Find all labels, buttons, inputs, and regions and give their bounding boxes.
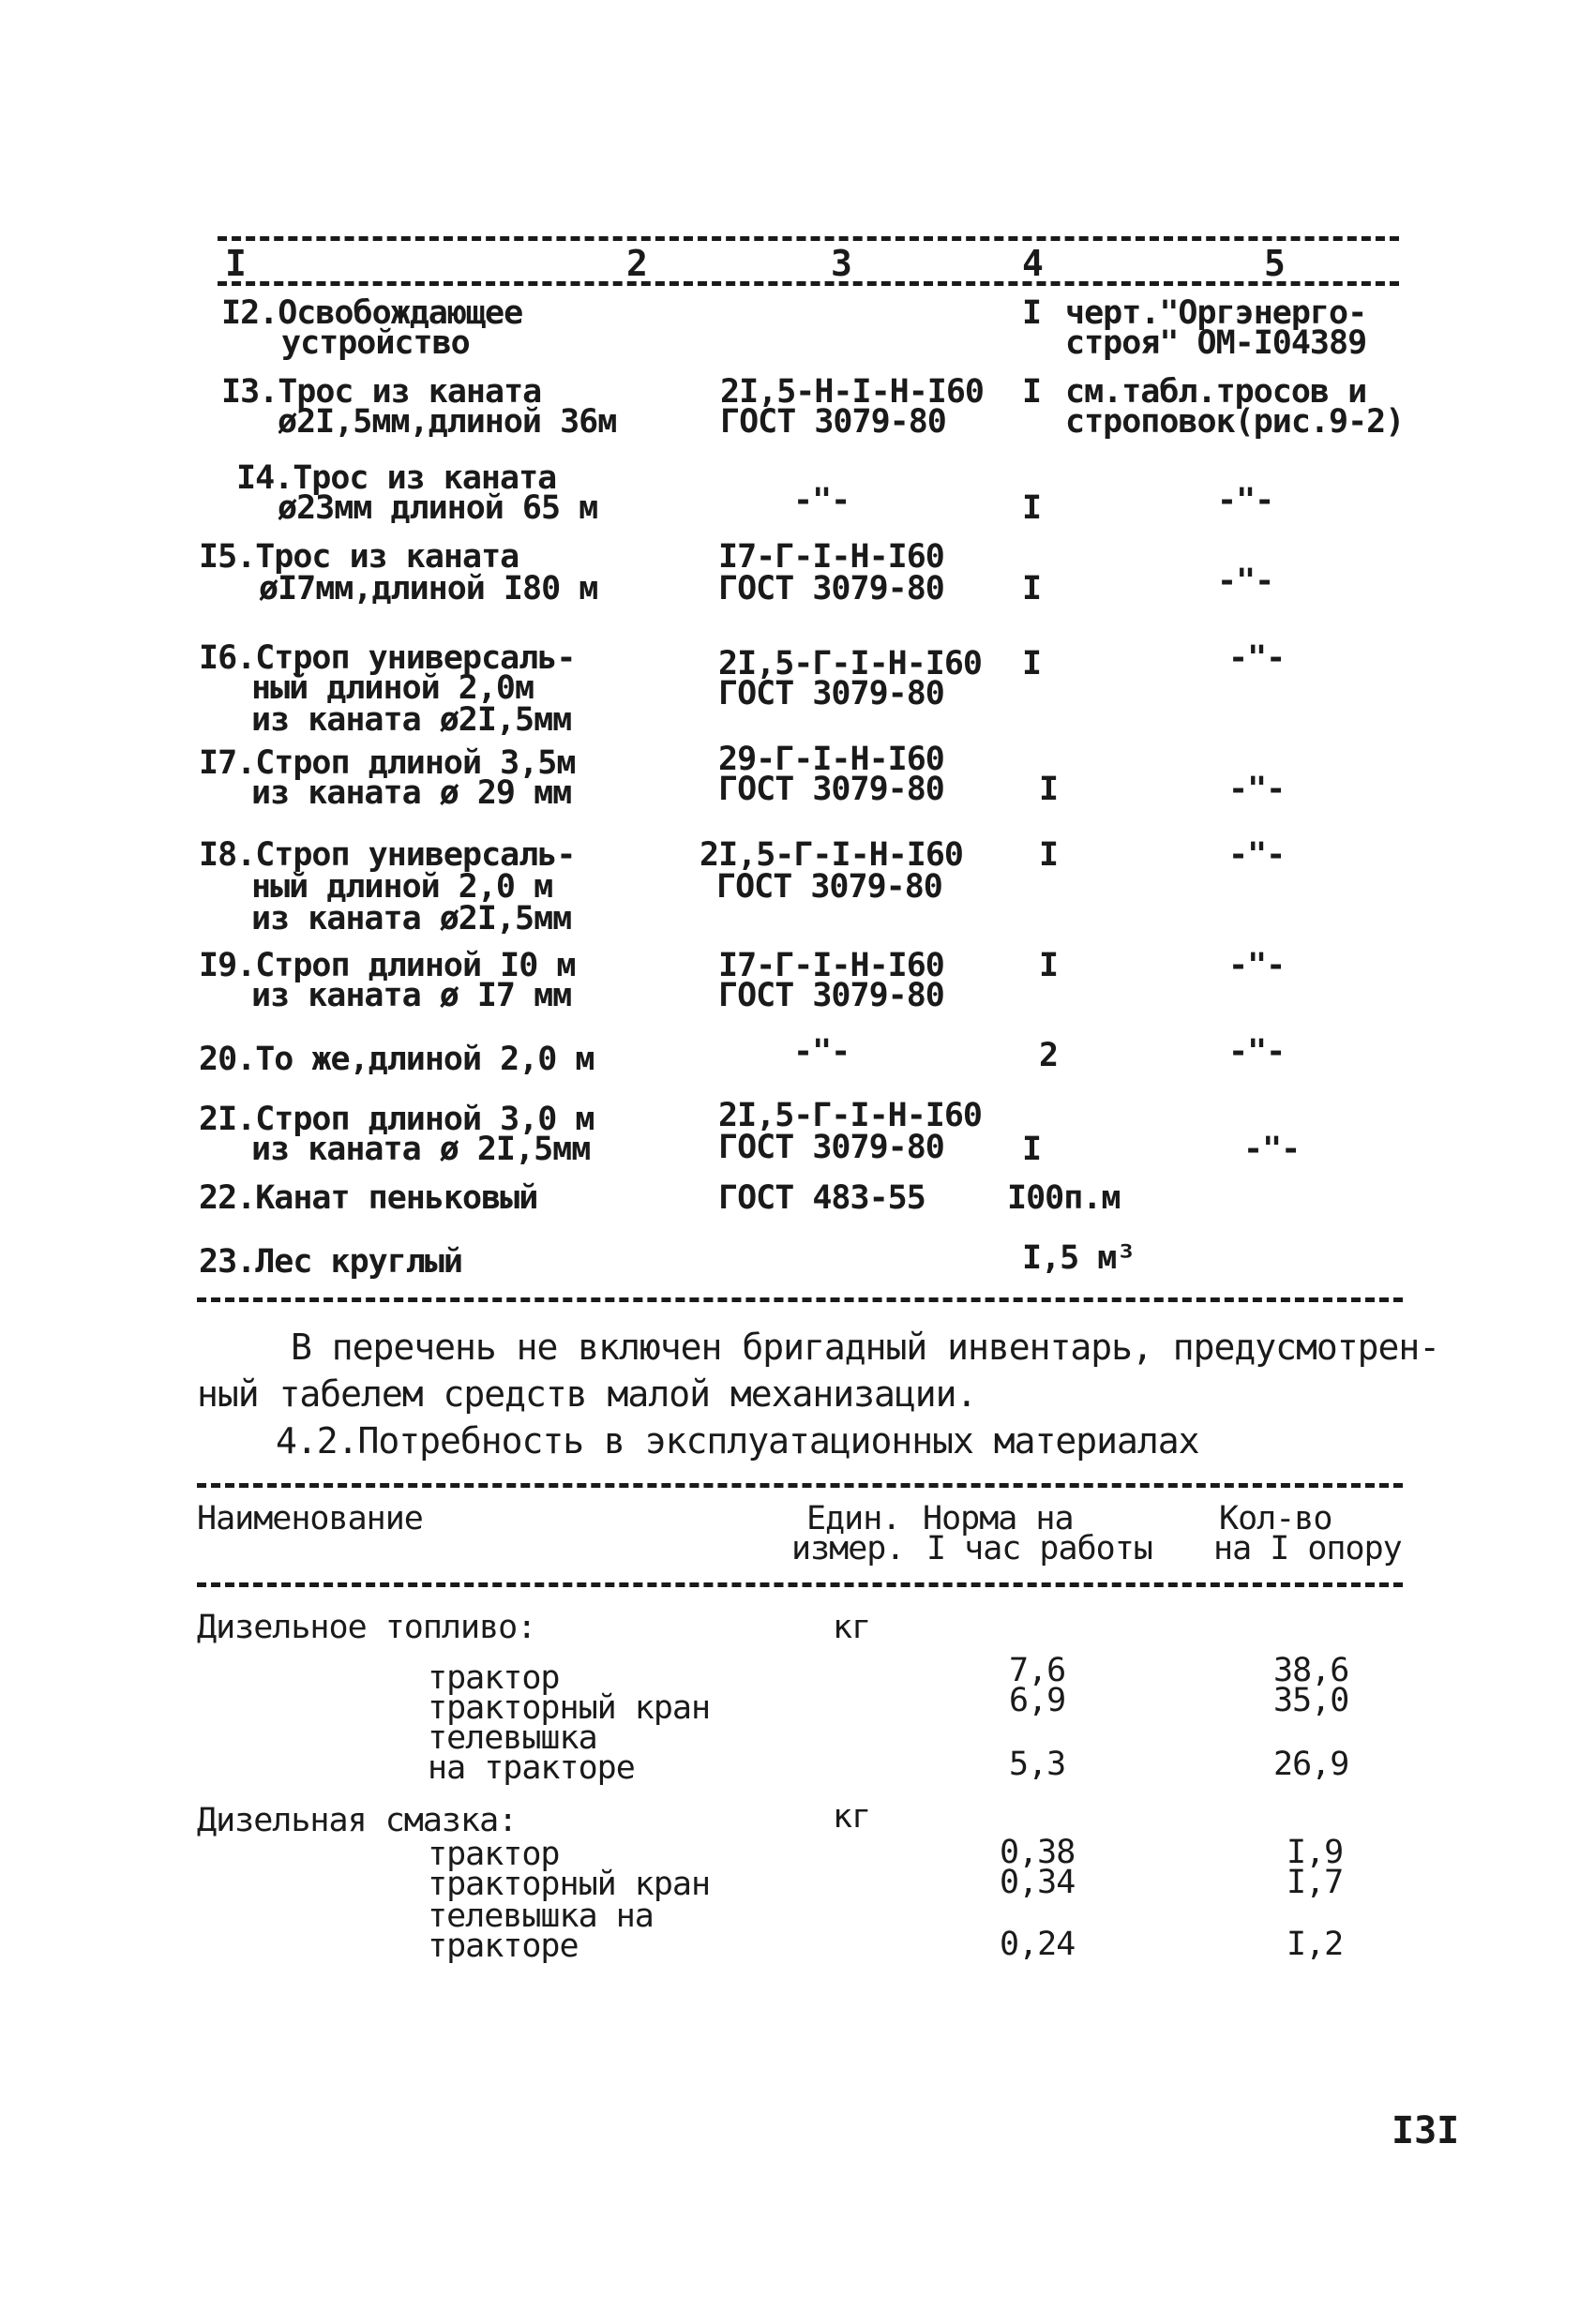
t2-group2-title: Дизельная смазка: [197, 1802, 518, 1839]
row23-name: 23.Лес круглый [199, 1243, 463, 1281]
row16-name-line1: I6.Строп универсаль- [199, 639, 576, 677]
t2-g1-item1-name: трактор [428, 1659, 560, 1697]
row17-name-line2: из каната ø 29 мм [251, 774, 572, 812]
t2-header-total-line2: на I опору [1213, 1530, 1402, 1567]
row22-qty: I00п.м [1007, 1179, 1121, 1217]
row15-name-line1: I5.Трос из каната [199, 538, 519, 576]
col-header-5: 5 [1264, 243, 1286, 284]
row17-qty: I [1039, 771, 1059, 808]
row15-ref: -"- [1217, 562, 1274, 600]
row19-qty: I [1039, 947, 1059, 984]
section-title: 4.2.Потребность в эксплуатационных материалах [276, 1420, 1199, 1462]
row22-name: 22.Канат пеньковый [199, 1179, 538, 1217]
row17-name-line1: I7.Строп длиной 3,5м [199, 744, 576, 782]
page-number: I3I [1392, 2109, 1460, 2152]
row14-name-line2: ø23мм длиной 65 м [278, 489, 598, 527]
t2-g2-item3-total: I,2 [1287, 1926, 1344, 1963]
row18-qty: I [1039, 836, 1059, 874]
row15-name-line2: øI7мм,длиной I80 м [259, 570, 598, 607]
row16-spec-line1: 2I,5-Г-I-Н-I60 [718, 645, 983, 682]
row14-qty: I [1022, 489, 1042, 527]
row19-spec-line2: ГОСТ 3079-80 [718, 977, 944, 1014]
row13-spec-line2: ГОСТ 3079-80 [720, 403, 946, 441]
row21-name-line1: 2I.Строп длиной 3,0 м [199, 1101, 594, 1138]
t2-g1-item3-total: 26,9 [1273, 1746, 1349, 1783]
row20-spec: -"- [793, 1033, 850, 1071]
table1-bottom-rule [197, 1297, 1403, 1302]
row13-qty: I [1022, 373, 1042, 411]
t2-group1-unit: кг [833, 1609, 871, 1646]
t2-header-unit-line1: Един. [806, 1500, 901, 1537]
row15-spec-line1: I7-Г-I-Н-I60 [718, 538, 944, 576]
t2-g2-item3-norm: 0,24 [1000, 1926, 1076, 1963]
row13-ref-line1: см.табл.тросов и [1065, 373, 1367, 411]
t2-g2-item2-name: тракторный кран [428, 1866, 711, 1903]
t2-g2-item2-norm: 0,34 [1000, 1864, 1076, 1901]
row14-spec: -"- [793, 482, 850, 519]
row16-spec-line2: ГОСТ 3079-80 [718, 675, 944, 712]
row20-name: 20.То же,длиной 2,0 м [199, 1041, 594, 1078]
col-header-3: 3 [831, 243, 852, 284]
row19-spec-line1: I7-Г-I-Н-I60 [718, 947, 944, 984]
col-header-underline [218, 281, 1399, 286]
row20-qty: 2 [1039, 1037, 1059, 1074]
t2-g1-item1-norm: 7,6 [1009, 1652, 1066, 1689]
t2-g1-item1-total: 38,6 [1273, 1652, 1349, 1689]
row18-ref: -"- [1228, 836, 1286, 874]
row20-ref: -"- [1228, 1033, 1286, 1071]
row13-spec-line1: 2I,5-Н-I-Н-I60 [720, 373, 985, 411]
row12-qty: I [1022, 294, 1042, 332]
note-line1: В перечень не включен бригадный инвентарь, предусмотрен- [291, 1327, 1440, 1368]
row13-name-line1: I3.Трос из каната [221, 373, 542, 411]
col-header-2: 2 [626, 243, 648, 284]
t2-header-name: Наименование [197, 1500, 423, 1537]
table1-top-rule [218, 236, 1399, 241]
t2-g1-item2-name: тракторный кран [428, 1689, 711, 1727]
t2-g2-item1-total: I,9 [1287, 1834, 1344, 1871]
row21-ref: -"- [1243, 1131, 1301, 1168]
row16-ref: -"- [1228, 639, 1286, 677]
row13-ref-line2: строповок(рис.9-2) [1065, 403, 1405, 441]
row15-spec-line2: ГОСТ 3079-80 [718, 570, 944, 607]
row12-name-line1: I2.Освобождающее [221, 294, 523, 332]
t2-header-unit-line2: измер. [791, 1530, 905, 1567]
t2-header-norm-line1: Норма на [923, 1500, 1074, 1537]
t2-group2-unit: кг [833, 1798, 871, 1836]
row14-name-line1: I4.Трос из каната [236, 459, 557, 497]
row12-ref-line2: строя" ОМ-I04389 [1065, 324, 1367, 362]
row16-name-line2: ный длиной 2,0м [251, 669, 534, 707]
row17-spec-line1: 29-Г-I-Н-I60 [718, 741, 944, 778]
t2-g2-item2-total: I,7 [1287, 1864, 1344, 1901]
row22-spec: ГОСТ 483-55 [718, 1179, 925, 1217]
row21-spec-line1: 2I,5-Г-I-Н-I60 [718, 1097, 983, 1134]
row12-ref-line1: черт."Оргэнерго- [1065, 294, 1367, 332]
col-header-1: I [225, 243, 247, 284]
row14-ref: -"- [1217, 482, 1274, 519]
t2-group1-title: Дизельное топливо: [197, 1609, 536, 1646]
t2-header-norm-line2: I час работы [926, 1530, 1152, 1567]
col-header-4: 4 [1022, 243, 1044, 284]
t2-g1-item3-norm: 5,3 [1009, 1746, 1066, 1783]
t2-g1-item3-name-line1: телевышка [428, 1719, 597, 1757]
row21-name-line2: из каната ø 2I,5мм [251, 1131, 591, 1168]
t2-g2-item3-name-line2: тракторе [428, 1927, 579, 1965]
row21-qty: I [1022, 1131, 1042, 1168]
t2-g1-item2-norm: 6,9 [1009, 1682, 1066, 1719]
t2-header-total-line1: Кол-во [1219, 1500, 1332, 1537]
t2-g2-item1-norm: 0,38 [1000, 1834, 1076, 1871]
note-line2: ный табелем средств малой механизации. [197, 1373, 977, 1415]
row18-name-line2: ный длиной 2,0 м [251, 868, 553, 906]
t2-g1-item2-total: 35,0 [1273, 1682, 1349, 1719]
row21-spec-line2: ГОСТ 3079-80 [718, 1129, 944, 1166]
row18-name-line1: I8.Строп универсаль- [199, 836, 576, 874]
table2-header-rule [197, 1582, 1403, 1587]
row15-qty: I [1022, 570, 1042, 607]
t2-g1-item3-name-line2: на тракторе [428, 1749, 635, 1787]
row19-name-line2: из каната ø I7 мм [251, 977, 572, 1014]
row16-name-line3: из каната ø2I,5мм [251, 701, 572, 739]
row13-name-line2: ø2I,5мм,длиной 36м [278, 403, 617, 441]
row18-spec-line1: 2I,5-Г-I-Н-I60 [700, 836, 964, 874]
row18-name-line3: из каната ø2I,5мм [251, 900, 572, 937]
row19-ref: -"- [1228, 947, 1286, 984]
row17-spec-line2: ГОСТ 3079-80 [718, 771, 944, 808]
row23-qty: I,5 м³ [1022, 1239, 1136, 1277]
t2-g2-item3-name-line1: телевышка на [428, 1897, 654, 1935]
table2-top-rule [197, 1483, 1403, 1488]
row19-name-line1: I9.Строп длиной I0 м [199, 947, 576, 984]
row12-name-line2: устройство [281, 324, 470, 362]
row18-spec-line2: ГОСТ 3079-80 [716, 868, 942, 906]
t2-g2-item1-name: трактор [428, 1836, 560, 1873]
row16-qty: I [1022, 645, 1042, 682]
row17-ref: -"- [1228, 771, 1286, 808]
